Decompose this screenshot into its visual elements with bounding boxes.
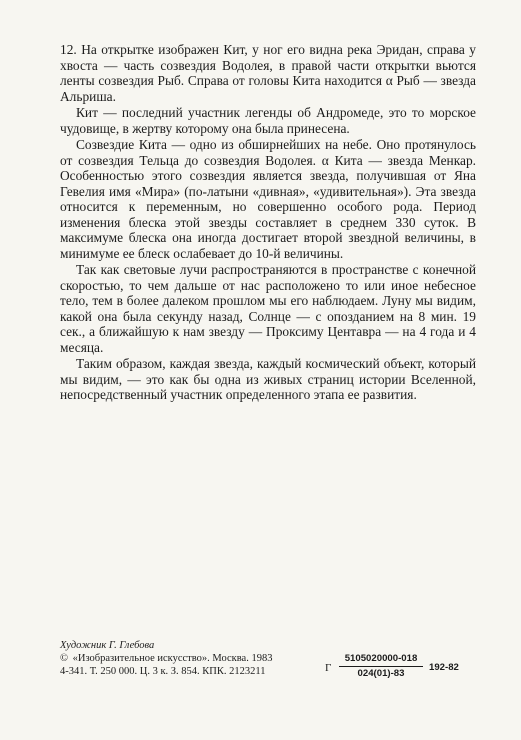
publisher-text: «Изобразительное искусство». Москва. 1983 bbox=[72, 653, 273, 664]
index-code: 192-82 bbox=[429, 662, 459, 673]
artist-label: Художник bbox=[60, 640, 107, 651]
imprint-details bbox=[60, 639, 310, 678]
paragraph-light-speed: Так как световые лучи распространяются в пространстве с конечной скоростью, то чем дальше от нас расположено то или иное небесное тело, тем в более далеком прошлом мы его наблюдаем. Луну мы видим, какой она была секунду назад, Солнце — с опозданием на 8 мин. 19 сек., а ближайшую к нам звезду — Проксиму Центавра — на 4 года и 4 месяца. bbox=[60, 262, 476, 355]
print-run-line: 4-341. Т. 250 000. Ц. 3 к. З. 854. КПК. 2123211 bbox=[60, 666, 266, 677]
catalog-index bbox=[325, 653, 485, 683]
publisher-line bbox=[60, 652, 310, 665]
description-text bbox=[60, 42, 476, 404]
index-fraction bbox=[339, 653, 423, 680]
artist-name: Г. Глебова bbox=[108, 640, 155, 651]
artist-line bbox=[60, 639, 310, 652]
copyright-symbol: © bbox=[60, 653, 68, 664]
index-numerator: 5105020000-018 bbox=[339, 653, 423, 667]
paragraph-constellation: Созвездие Кита — одно из обширнейших на небе. Оно протянулось от созвездия Тельца до созвездия Водолея. α Кита — звезда Менкар. Особенностью этого созвездия является звезда, получившая от Яна Гевелия имя «Мира» (по-латыни «дивная», «удивительная»). Эта звезда относится к переменным, но совершенно особого рода. Период изменения блеска этой звезды составляет в среднем 330 суток. В максимуме блеска она иногда достигает второй звездной величины, в минимуме ее блеск ослабевает до 10-й величины. bbox=[60, 137, 476, 261]
paragraph-conclusion: Таким образом, каждая звезда, каждый космический объект, который мы видим, — это как бы одна из живых страниц истории Вселенной, непосредственный участник определенного этапа ее развития. bbox=[60, 356, 476, 402]
index-denominator: 024(01)-83 bbox=[357, 668, 405, 679]
paragraph-intro: 12. На открытке изображен Кит, у ног его видна река Эридан, справа у хвоста — часть созвездия Водолея, в правой части открытки вьются ленты созвездия Рыб. Справа от головы Кита находится α Рыб — звезда Альриша. bbox=[60, 42, 476, 104]
index-letter: Г bbox=[325, 662, 332, 674]
paragraph-cetus-legend: Кит — последний участник легенды об Андромеде, это то морское чудовище, в жертву которому она была принесена. bbox=[60, 105, 476, 136]
